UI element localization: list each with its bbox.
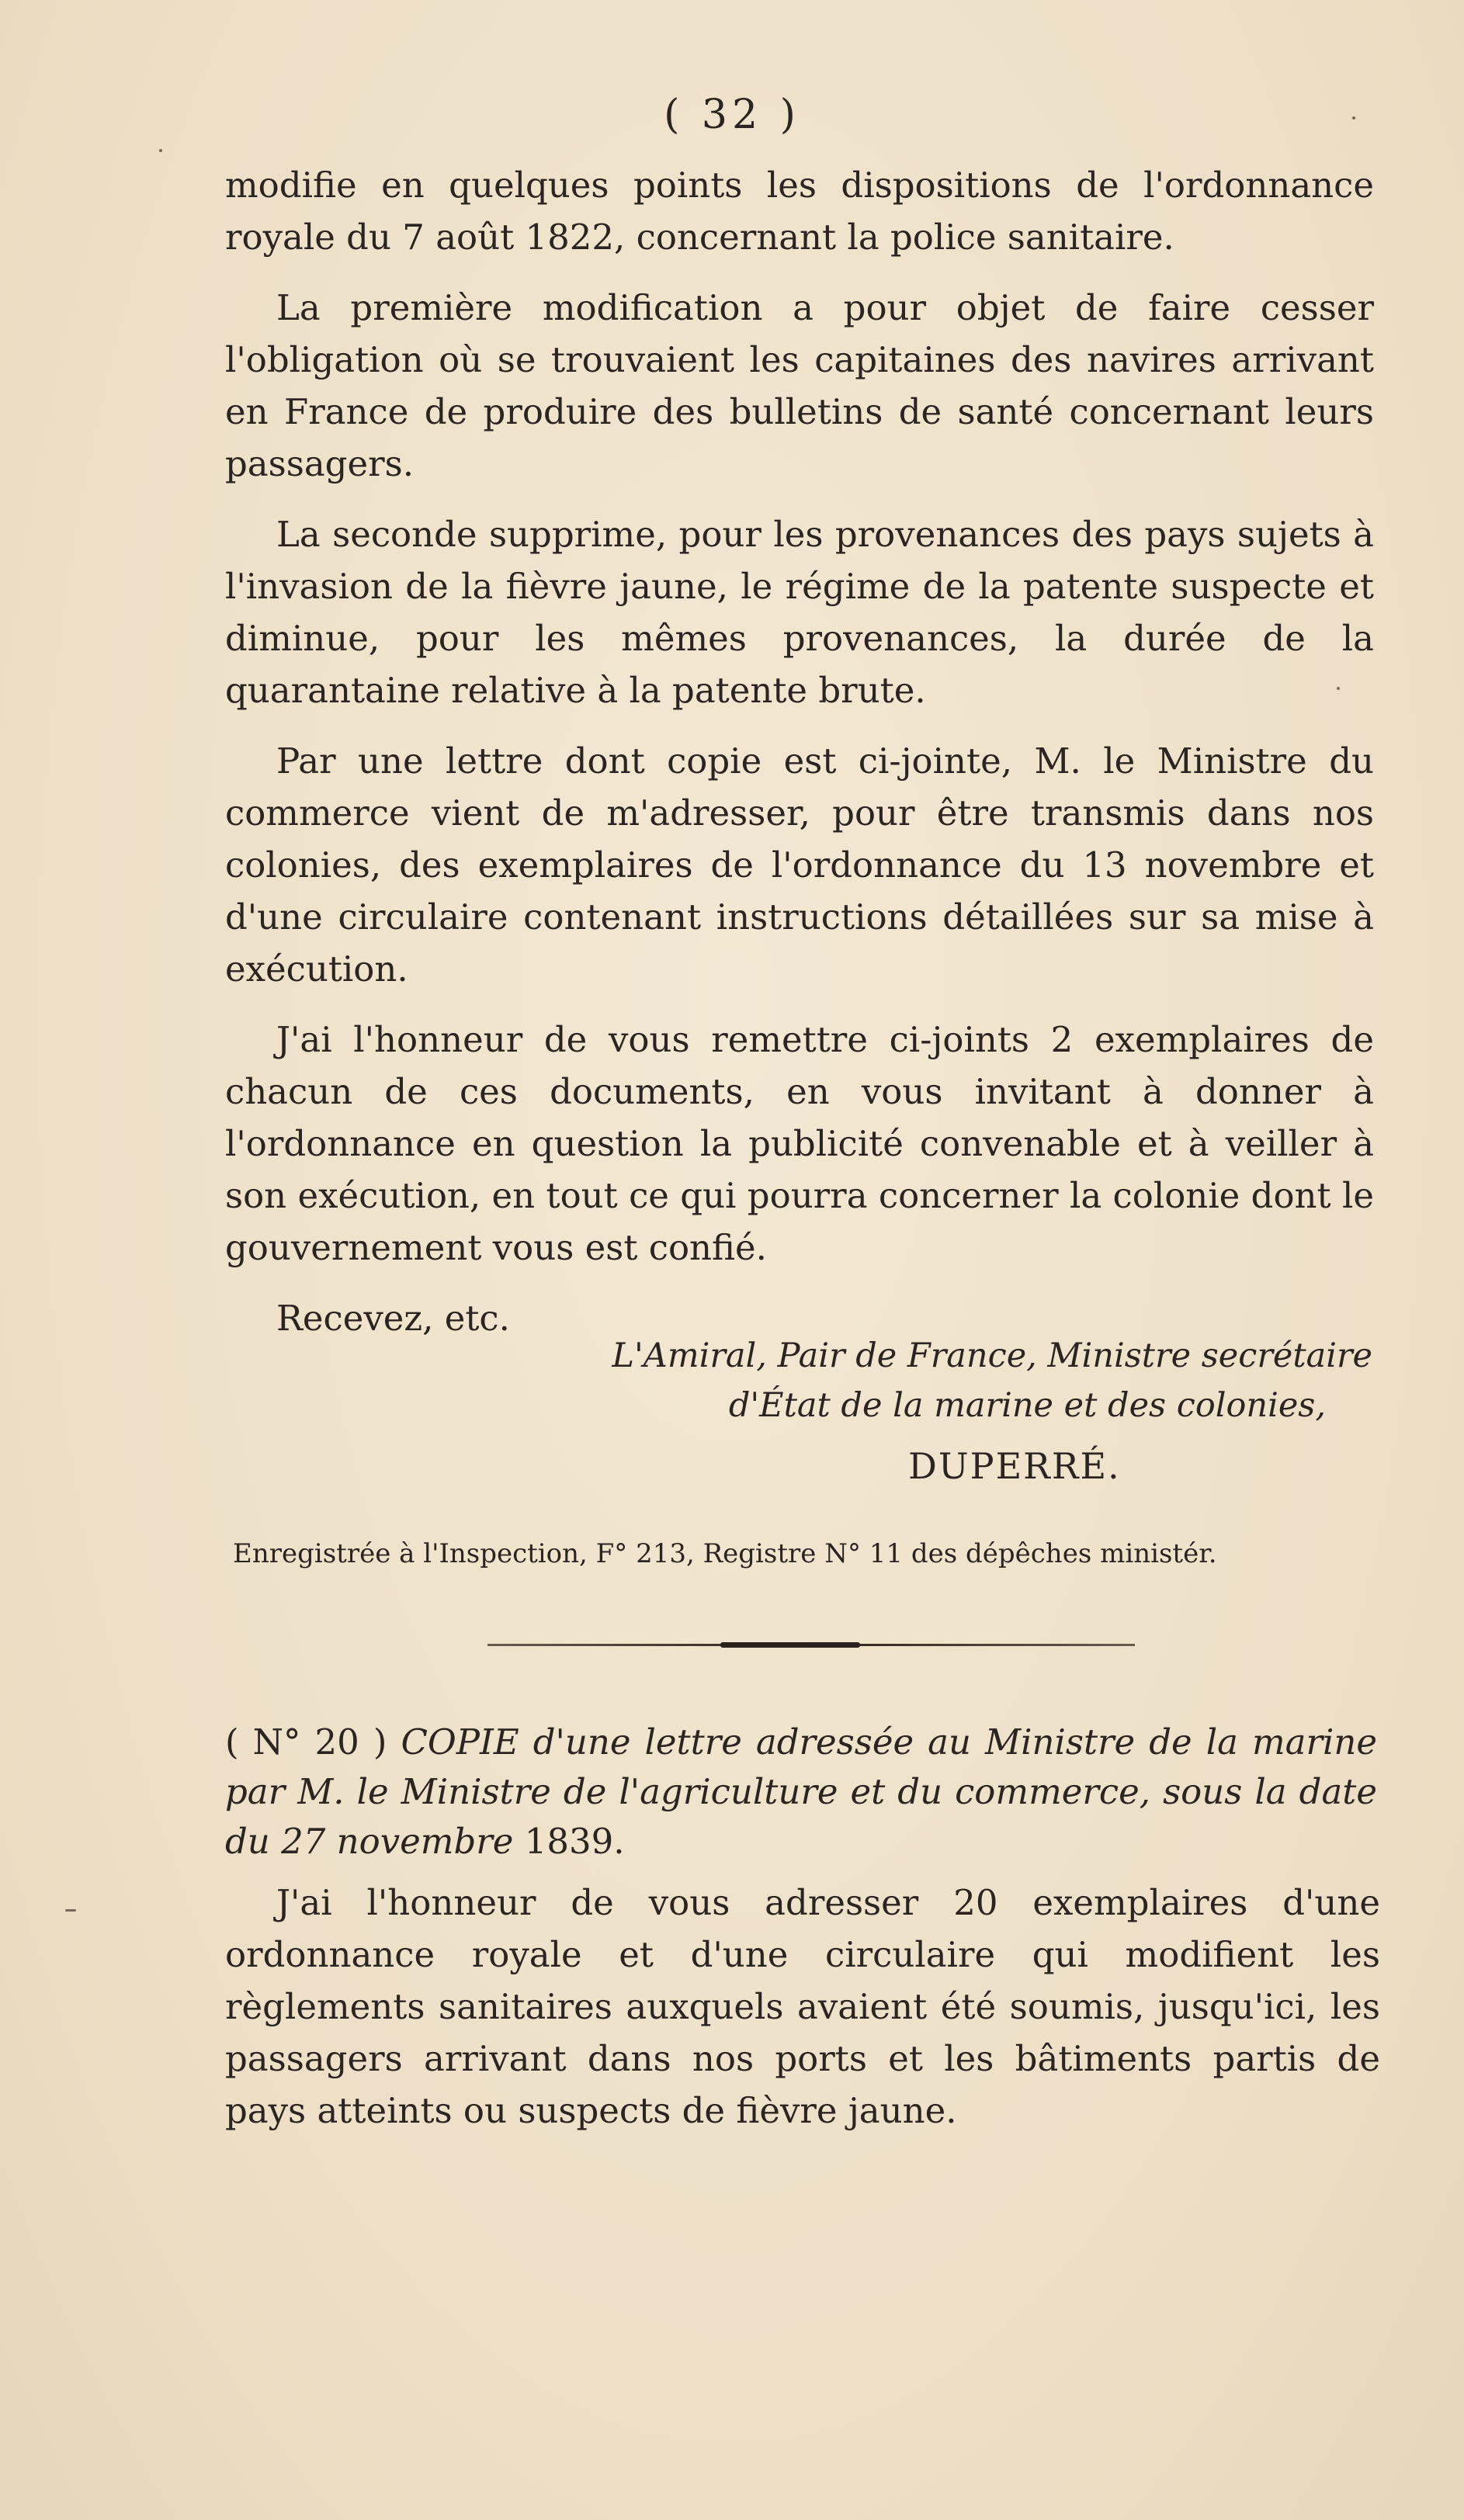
paper-speck (159, 149, 162, 152)
paragraph-1: modifie en quelques points les dispositions de l'ordonnance royale du 7 août 1822, concernant la police sanitaire. (225, 165, 1374, 258)
signatory-title (225, 1331, 1372, 1430)
signatory-title-line-2: d'État de la marine et des colonies, (728, 1386, 1326, 1425)
section-heading (225, 1718, 1377, 1867)
section-body (225, 1877, 1380, 2155)
section-number: ( N° 20 ) (225, 1721, 387, 1763)
section-heading-year: 1839. (524, 1821, 625, 1862)
signatory-title-line-1: L'Amiral, Pair de France, Ministre secrétaire (612, 1336, 1372, 1375)
section-heading-text: COPIE d'une lettre adressée au Ministre de la marine par M. le Ministre de l'agriculture et du commerce, sous la date du 27 novembre (225, 1721, 1377, 1862)
registration-note: Enregistrée à l'Inspection, F° 213, Registre N° 11 des dépêches ministér. (233, 1538, 1217, 1569)
paragraph-5: J'ai l'honneur de vous remettre ci-joints 2 exemplaires de chacun de ces documents, en vous invitant à donner à l'ordonnance en question la publicité convenable et à veiller à son exécution, en tout ce qui pourra concerner la colonie dont le gouvernement vous est confié. (225, 1019, 1374, 1268)
letter-body (225, 159, 1374, 1363)
section-paragraph: J'ai l'honneur de vous adresser 20 exemplaires d'une ordonnance royale et d'une circulaire qui modifient les règlements sanitaires auxquels avaient été soumis, jusqu'ici, les passagers arrivant dans nos ports et les bâtiments partis de pays atteints ou suspects de fièvre jaune. (225, 1882, 1380, 2131)
paragraph-4: Par une lettre dont copie est ci-jointe, M. le Ministre du commerce vient de m'adresser, pour être transmis dans nos colonies, des exemplaires de l'ordonnance du 13 novembre et d'une circulaire contenant instructions détaillées sur sa mise à exécution. (225, 740, 1374, 990)
closing-salutation: Recevez, etc. (276, 1298, 510, 1339)
paper-speck (1352, 116, 1355, 120)
paper-speck (65, 1909, 76, 1912)
paragraph-2: La première modification a pour objet de faire cesser l'obligation où se trouvaient les capitaines des navires arrivant en France de produire des bulletins de santé concernant leurs passagers. (225, 287, 1374, 484)
signatory-name: DUPERRÉ. (908, 1445, 1121, 1487)
page-number: ( 32 ) (664, 92, 800, 138)
paragraph-3: La seconde supprime, pour les provenances des pays sujets à l'invasion de la fièvre jaune, le régime de la patente suspecte et diminue, pour les mêmes provenances, la durée de la quarantaine relative à la patente brute. (225, 514, 1374, 711)
paper-speck (1337, 687, 1340, 690)
section-divider (487, 1644, 1135, 1646)
